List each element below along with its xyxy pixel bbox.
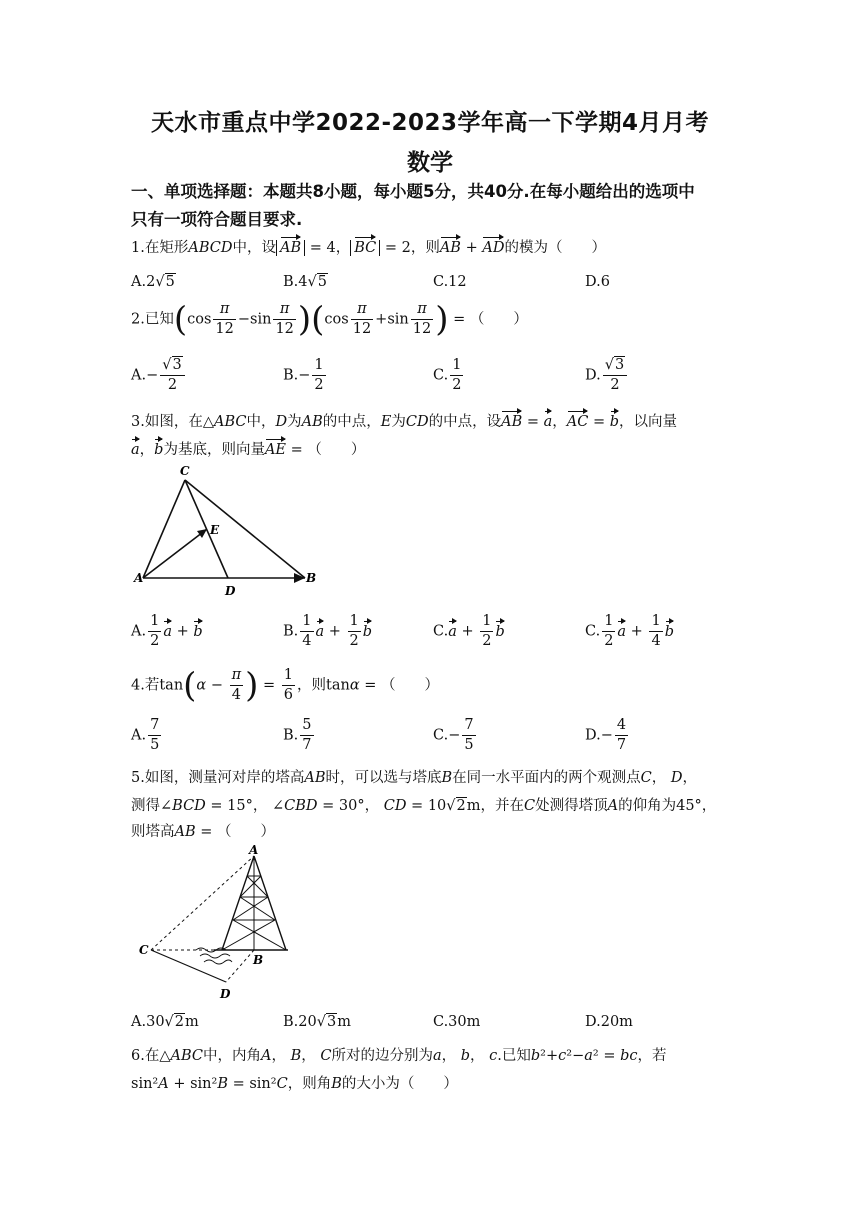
q3-triangle-figure — [130, 462, 330, 602]
q2-option-c[interactable]: C. $\frac{1}{2}$ — [433, 357, 462, 393]
q3-label-e: E — [210, 523, 220, 537]
question-5-stem-line2: 测得∠BCD = 15°， ∠CBD = 30°， CD = 10√2m，并在C处测得塔顶A的仰角为45°， — [131, 798, 717, 814]
q3-option-b[interactable]: B. $\frac{1}{4}$ a + $\frac{1}{2}$ b — [283, 613, 373, 649]
q3-option-d[interactable]: C. $\frac{1}{2}$ a + $\frac{1}{4}$ b — [585, 613, 674, 649]
section-heading-line1: 一、单项选择题：本题共8小题，每小题5分，共40分.在每小题给出的选项中 — [131, 182, 695, 201]
question-3-stem-line2: a，b为基底，则向量AE = （ ） — [131, 442, 366, 458]
q1-option-a[interactable]: A.2√5 — [131, 274, 175, 290]
q4-option-d[interactable]: D.− $\frac{4}{7}$ — [585, 717, 627, 753]
q4-option-a[interactable]: A. $\frac{7}{5}$ — [131, 717, 160, 753]
exam-title: 天水市重点中学2022-2023学年高一下学期4月月考 — [150, 110, 710, 136]
q5-option-b[interactable]: B.20√3m — [283, 1014, 351, 1030]
q1-option-d[interactable]: D.6 — [585, 274, 610, 290]
question-4-stem: 4.若tan(α − $\frac{\pi}{4}$ ) = $\frac{1}{6}$ ，则tanα = （ ） — [131, 665, 439, 706]
q3-label-c: C — [180, 464, 190, 478]
q4-option-b[interactable]: B. $\frac{5}{7}$ — [283, 717, 312, 753]
q4-option-c[interactable]: C.− $\frac{7}{5}$ — [433, 717, 474, 753]
q5-label-d: D — [220, 987, 231, 1001]
q3-label-d: D — [225, 584, 236, 598]
exam-subject: 数学 — [407, 150, 453, 176]
q3-label-b: B — [306, 571, 317, 585]
q3-option-c[interactable]: C.a + $\frac{1}{2}$ b — [433, 613, 505, 649]
q5-option-c[interactable]: C.30m — [433, 1014, 481, 1030]
question-5-stem-line3: 则塔高AB = （ ） — [131, 824, 276, 840]
question-6-stem-line1: 6.在△ABC中，内角A， B， C所对的边分别为a， b， c.已知b²+c²−a² = bc，若 — [131, 1048, 667, 1064]
section-heading-line2: 只有一项符合题目要求. — [131, 210, 303, 229]
q3-option-a[interactable]: A. $\frac{1}{2}$ a + b — [131, 613, 203, 649]
q1-option-b[interactable]: B.4√5 — [283, 274, 327, 290]
q5-label-c: C — [139, 943, 149, 957]
q1-option-c[interactable]: C.12 — [433, 274, 467, 290]
q5-label-a: A — [249, 843, 259, 857]
question-2-stem: 2.已知(cos $\frac{\pi}{12}$ −sin $\frac{\pi}{12}$ )(cos $\frac{\pi}{12}$ +sin $\frac{\pi}{12}$ ) = （ ） — [131, 299, 528, 340]
question-5-stem-line1: 5.如图，测量河对岸的塔高AB时，可以选与塔底B在同一水平面内的两个观测点C， D， — [131, 770, 697, 786]
q5-option-a[interactable]: A.30√2m — [131, 1014, 199, 1030]
question-6-stem-line2: sin²A + sin²B = sin²C，则角B的大小为（ ） — [131, 1076, 458, 1092]
q5-option-d[interactable]: D.20m — [585, 1014, 633, 1030]
question-3-stem-line1: 3.如图，在△ABC中，D为AB的中点，E为CD的中点，设AB = a，AC = b，以向量 — [131, 414, 678, 430]
question-1-stem: 1.在矩形ABCD中，设 AB = 4， BC = 2，则AB + AD的模为（ ） — [131, 240, 606, 256]
q5-label-b: B — [253, 953, 264, 967]
q3-label-a: A — [134, 571, 144, 585]
q2-option-a[interactable]: A.− $\frac{√3}{2}$ — [131, 356, 187, 395]
q5-tower-figure — [136, 842, 296, 1004]
q2-option-d[interactable]: D. $\frac{√3}{2}$ — [585, 356, 629, 395]
q2-option-b[interactable]: B.− $\frac{1}{2}$ — [283, 357, 324, 393]
